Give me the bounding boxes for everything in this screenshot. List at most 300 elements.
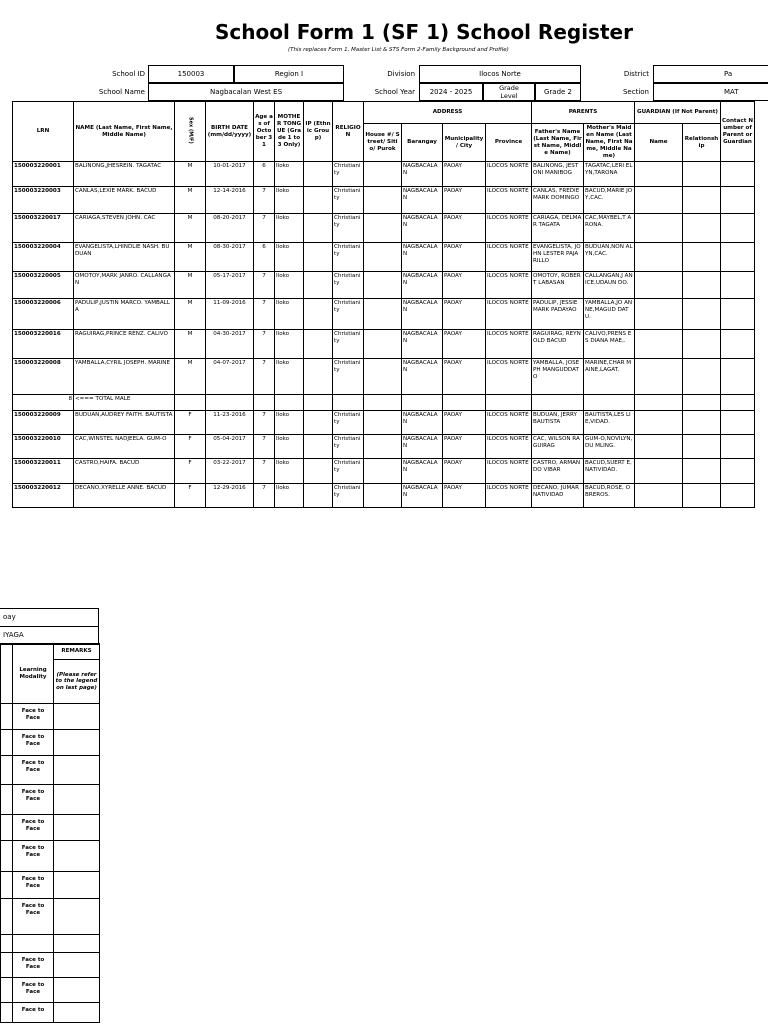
side-row <box>1 841 100 872</box>
side-field-1: oay <box>0 608 99 627</box>
province-cell: ILOCOS NORTE <box>486 411 532 435</box>
house-cell <box>364 330 402 359</box>
ip-cell <box>304 330 333 359</box>
mother-name-cell: GUM-O,NOVILYN,DU MLING. <box>584 435 635 459</box>
mother-tongue-cell: Iloko <box>275 435 304 459</box>
empty-cell <box>443 395 486 411</box>
section-label: Section <box>622 88 649 96</box>
student-row <box>13 272 755 299</box>
municipality-cell: PAOAY <box>443 243 486 272</box>
guardian-relationship-cell <box>683 330 721 359</box>
header-ip: IP (Ethnic Group) <box>304 102 333 162</box>
age-cell: 6 <box>254 243 275 272</box>
age-cell: 7 <box>254 411 275 435</box>
father-name-cell: OMOTOY, ROBERT LABASAN <box>532 272 584 299</box>
district-label: District <box>623 70 649 78</box>
religion-cell: Christianity <box>333 411 364 435</box>
side-field-2: IYAGA <box>0 626 99 645</box>
house-cell <box>364 187 402 214</box>
name-cell: CAC,WINSTEL NADJEELA. GUM-O <box>74 435 175 459</box>
birth-date-cell: 03-22-2017 <box>206 459 254 484</box>
guardian-relationship-cell <box>683 484 721 508</box>
side-row <box>1 935 100 953</box>
empty-cell <box>532 395 584 411</box>
side-table <box>0 643 100 1023</box>
learning-modality-cell: Face to Face <box>13 841 54 872</box>
header-address: ADDRESS <box>364 102 532 124</box>
contact-cell <box>721 459 755 484</box>
province-cell: ILOCOS NORTE <box>486 330 532 359</box>
mother-tongue-cell: Iloko <box>275 243 304 272</box>
province-cell: ILOCOS NORTE <box>486 459 532 484</box>
header-sex <box>175 102 206 162</box>
age-cell: 7 <box>254 484 275 508</box>
lrn-cell: 150003220017 <box>13 214 74 243</box>
birth-date-cell: 04-30-2017 <box>206 330 254 359</box>
student-row <box>13 484 755 508</box>
student-row <box>13 330 755 359</box>
header-parents: PARENTS <box>532 102 635 124</box>
sex-cell: M <box>175 299 206 330</box>
empty-cell <box>175 395 206 411</box>
side-blank-cell <box>1 872 13 899</box>
sex-cell: F <box>175 411 206 435</box>
header-father: Father's Name (Last Name, First Name, Middle Name) <box>532 124 584 162</box>
contact-cell <box>721 162 755 187</box>
guardian-relationship-cell <box>683 411 721 435</box>
name-cell: DECANO,XYRELLE ANNE. BACUD <box>74 484 175 508</box>
father-name-cell: CAC, WILSON RAGUIRAG <box>532 435 584 459</box>
learning-modality-cell: Face to Face <box>13 978 54 1003</box>
total-male-label: <=== TOTAL MALE <box>74 395 175 411</box>
municipality-cell: PAOAY <box>443 330 486 359</box>
barangay-cell: NAGBACALAN <box>402 187 443 214</box>
side-row <box>1 899 100 935</box>
age-cell: 7 <box>254 214 275 243</box>
sex-cell: M <box>175 162 206 187</box>
religion-cell: Christianity <box>333 162 364 187</box>
header-guardian: GUARDIAN (If Not Parent) <box>635 102 721 124</box>
learning-modality-cell: Face to <box>13 1003 54 1023</box>
age-cell: 7 <box>254 187 275 214</box>
remarks-cell <box>54 730 100 756</box>
sex-cell: M <box>175 214 206 243</box>
sex-cell: M <box>175 272 206 299</box>
form-title: School Form 1 (SF 1) School Register <box>215 20 633 44</box>
age-cell: 7 <box>254 435 275 459</box>
header-birth-date: BIRTH DATE (mm/dd/yyyy) <box>206 102 254 162</box>
house-cell <box>364 243 402 272</box>
father-name-cell: CANLAS, FREDIE MARK DOMINGO <box>532 187 584 214</box>
name-cell: CASTRO,HAIFA. BACUD <box>74 459 175 484</box>
province-cell: ILOCOS NORTE <box>486 243 532 272</box>
province-cell: ILOCOS NORTE <box>486 359 532 395</box>
guardian-relationship-cell <box>683 187 721 214</box>
guardian-relationship-cell <box>683 435 721 459</box>
mother-tongue-cell: Iloko <box>275 330 304 359</box>
mother-tongue-cell: Iloko <box>275 187 304 214</box>
student-row <box>13 359 755 395</box>
barangay-cell: NAGBACALAN <box>402 299 443 330</box>
student-row <box>13 435 755 459</box>
student-row <box>13 411 755 435</box>
father-name-cell: EVANGELISTA, JOHN LESTER PAJARILLO <box>532 243 584 272</box>
learning-modality-cell: Face to Face <box>13 704 54 730</box>
mother-name-cell: BAUTISTA,LES LIE,VIDAD. <box>584 411 635 435</box>
birth-date-cell: 10-01-2017 <box>206 162 254 187</box>
house-cell <box>364 459 402 484</box>
province-cell: ILOCOS NORTE <box>486 484 532 508</box>
barangay-cell: NAGBACALAN <box>402 330 443 359</box>
birth-date-cell: 11-23-2016 <box>206 411 254 435</box>
guardian-name-cell <box>635 243 683 272</box>
header-contact: Contact Number of Parent or Guardian <box>721 102 755 162</box>
father-name-cell: CARIAGA, DELMAR TAGATA <box>532 214 584 243</box>
district-value: Pa <box>653 65 768 83</box>
name-cell: CARIAGA,STEVEN JOHN. CAC <box>74 214 175 243</box>
student-row <box>13 299 755 330</box>
total-male-row <box>13 395 755 411</box>
municipality-cell: PAOAY <box>443 359 486 395</box>
ip-cell <box>304 214 333 243</box>
father-name-cell: PADULIP, JESSIE MARK PADAYAO <box>532 299 584 330</box>
contact-cell <box>721 435 755 459</box>
age-cell: 7 <box>254 299 275 330</box>
contact-cell <box>721 330 755 359</box>
student-row <box>13 214 755 243</box>
side-row <box>1 1003 100 1023</box>
guardian-name-cell <box>635 299 683 330</box>
mother-tongue-cell: Iloko <box>275 411 304 435</box>
section-value: MAT <box>653 83 768 101</box>
ip-cell <box>304 411 333 435</box>
contact-cell <box>721 484 755 508</box>
sex-cell: M <box>175 243 206 272</box>
mother-name-cell: TAGATAC,LERI ELYN,TARONA <box>584 162 635 187</box>
contact-cell <box>721 411 755 435</box>
religion-cell: Christianity <box>333 359 364 395</box>
lrn-cell: 150003220003 <box>13 187 74 214</box>
religion-cell: Christianity <box>333 484 364 508</box>
mother-tongue-cell: Iloko <box>275 459 304 484</box>
municipality-cell: PAOAY <box>443 484 486 508</box>
header-mother: Mother's Maiden Name (Last Name, First Name, Middle Name) <box>584 124 635 162</box>
guardian-name-cell <box>635 162 683 187</box>
province-cell: ILOCOS NORTE <box>486 187 532 214</box>
name-cell: YAMBALLA,CYRIL JOSEPH. MARINE <box>74 359 175 395</box>
barangay-cell: NAGBACALAN <box>402 435 443 459</box>
side-blank-cell <box>1 953 13 978</box>
guardian-name-cell <box>635 484 683 508</box>
guardian-name-cell <box>635 435 683 459</box>
age-cell: 7 <box>254 272 275 299</box>
side-blank-cell <box>1 756 13 785</box>
guardian-name-cell <box>635 330 683 359</box>
remarks-cell <box>54 935 100 953</box>
remarks-header: REMARKS <box>54 644 100 660</box>
father-name-cell: DECANO, JUMAR NATIVIDAD <box>532 484 584 508</box>
mother-name-cell: BACUD,MARIE JOY,CAC. <box>584 187 635 214</box>
mother-tongue-cell: Iloko <box>275 214 304 243</box>
remarks-cell <box>54 1003 100 1023</box>
religion-cell: Christianity <box>333 272 364 299</box>
name-cell: BALINONG,JHESREIN. TAGATAC <box>74 162 175 187</box>
lrn-cell: 150003220009 <box>13 411 74 435</box>
empty-cell <box>254 395 275 411</box>
province-cell: ILOCOS NORTE <box>486 435 532 459</box>
header-barangay: Barangay <box>402 124 443 162</box>
side-blank-cell <box>1 815 13 841</box>
header-guardian-name: Name <box>635 124 683 162</box>
name-cell: EVANGELISTA,LHINDLIE NASH. BUDUAN <box>74 243 175 272</box>
empty-cell <box>486 395 532 411</box>
religion-cell: Christianity <box>333 187 364 214</box>
grade-level-label: Grade Level <box>483 83 535 101</box>
lrn-cell: 150003220006 <box>13 299 74 330</box>
register-table <box>12 101 755 508</box>
contact-cell <box>721 214 755 243</box>
house-cell <box>364 484 402 508</box>
side-row <box>1 978 100 1003</box>
guardian-name-cell <box>635 359 683 395</box>
house-cell <box>364 411 402 435</box>
header-sex-text: Sex (M/F) <box>187 116 194 144</box>
side-row <box>1 730 100 756</box>
mother-name-cell: BACUD,ROSE, OBREROS. <box>584 484 635 508</box>
religion-cell: Christianity <box>333 214 364 243</box>
empty-cell <box>584 395 635 411</box>
guardian-name-cell <box>635 272 683 299</box>
header-lrn: LRN <box>13 102 74 162</box>
remarks-cell <box>54 785 100 815</box>
name-cell: PADULIP,JUSTIN MARCO. YAMBALLA <box>74 299 175 330</box>
birth-date-cell: 08-30-2017 <box>206 243 254 272</box>
ip-cell <box>304 187 333 214</box>
guardian-name-cell <box>635 187 683 214</box>
side-blank-cell <box>1 899 13 935</box>
lrn-cell: 150003220005 <box>13 272 74 299</box>
mother-tongue-cell: Iloko <box>275 484 304 508</box>
header-mother-tongue: MOTHER TONGUE (Grade 1 to 3 Only) <box>275 102 304 162</box>
guardian-name-cell <box>635 459 683 484</box>
region-value: Region I <box>234 65 344 83</box>
lrn-cell: 150003220016 <box>13 330 74 359</box>
guardian-name-cell <box>635 411 683 435</box>
sex-cell: F <box>175 435 206 459</box>
province-cell: ILOCOS NORTE <box>486 162 532 187</box>
name-cell: CANLAS,LEXIE MARK. BACUD <box>74 187 175 214</box>
student-row <box>13 187 755 214</box>
ip-cell <box>304 459 333 484</box>
mother-name-cell: BACUD,SUERT E,NATIVIDAD. <box>584 459 635 484</box>
ip-cell <box>304 162 333 187</box>
birth-date-cell: 04-07-2017 <box>206 359 254 395</box>
remarks-note: (Please refer to the legend on last page) <box>54 660 100 704</box>
sex-cell: F <box>175 484 206 508</box>
header-religion: RELIGION <box>333 102 364 162</box>
name-cell: BUDUAN,AUDREY FAITH. BAUTISTA <box>74 411 175 435</box>
guardian-relationship-cell <box>683 299 721 330</box>
father-name-cell: RAGUIRAG, REYNOLD BACUD <box>532 330 584 359</box>
side-row <box>1 953 100 978</box>
municipality-cell: PAOAY <box>443 459 486 484</box>
birth-date-cell: 12-29-2016 <box>206 484 254 508</box>
father-name-cell: BALINONG, JESTONI MANIBOG <box>532 162 584 187</box>
mother-name-cell: CAC,MAYBEL,T ARONA. <box>584 214 635 243</box>
remarks-cell <box>54 815 100 841</box>
mother-name-cell: CALIVO,PRENS ES DIANA MAE,. <box>584 330 635 359</box>
learning-modality-cell: Face to Face <box>13 815 54 841</box>
religion-cell: Christianity <box>333 435 364 459</box>
guardian-relationship-cell <box>683 459 721 484</box>
remarks-cell <box>54 899 100 935</box>
remarks-cell <box>54 978 100 1003</box>
house-cell <box>364 214 402 243</box>
contact-cell <box>721 187 755 214</box>
lrn-cell: 150003220010 <box>13 435 74 459</box>
school-name-value: Nagbacalan West ES <box>148 83 344 101</box>
name-cell: RAGUIRAG,PRINCE RENZ. CALIVO <box>74 330 175 359</box>
barangay-cell: NAGBACALAN <box>402 359 443 395</box>
remarks-cell <box>54 704 100 730</box>
empty-cell <box>721 395 755 411</box>
contact-cell <box>721 359 755 395</box>
school-year-value: 2024 - 2025 <box>419 83 483 101</box>
form-subtitle: (This replaces Form 1, Master List & STS Form 2-Family Background and Profile) <box>288 47 509 53</box>
learning-modality-cell: Face to Face <box>13 756 54 785</box>
side-row <box>1 785 100 815</box>
school-id-value: 150003 <box>148 65 234 83</box>
age-cell: 6 <box>254 162 275 187</box>
religion-cell: Christianity <box>333 459 364 484</box>
province-cell: ILOCOS NORTE <box>486 299 532 330</box>
ip-cell <box>304 359 333 395</box>
header-guardian-relationship: Relationship <box>683 124 721 162</box>
barangay-cell: NAGBACALAN <box>402 272 443 299</box>
birth-date-cell: 12-14-2016 <box>206 187 254 214</box>
barangay-cell: NAGBACALAN <box>402 214 443 243</box>
header-name: NAME (Last Name, First Name, Middle Name) <box>74 102 175 162</box>
header-house: House #/ Street/ Sitio/ Purok <box>364 124 402 162</box>
barangay-cell: NAGBACALAN <box>402 243 443 272</box>
side-blank-cell <box>1 704 13 730</box>
ip-cell <box>304 299 333 330</box>
student-row <box>13 243 755 272</box>
lrn-cell: 150003220008 <box>13 359 74 395</box>
ip-cell <box>304 272 333 299</box>
side-blank-cell <box>1 730 13 756</box>
mother-tongue-cell: Iloko <box>275 272 304 299</box>
division-label: Division <box>387 70 415 78</box>
municipality-cell: PAOAY <box>443 214 486 243</box>
school-year-label: School Year <box>374 88 415 96</box>
municipality-cell: PAOAY <box>443 435 486 459</box>
side-blank-cell <box>1 785 13 815</box>
mother-tongue-cell: Iloko <box>275 299 304 330</box>
religion-cell: Christianity <box>333 330 364 359</box>
remarks-cell <box>54 872 100 899</box>
house-cell <box>364 299 402 330</box>
school-id-label: School ID <box>112 70 145 78</box>
house-cell <box>364 272 402 299</box>
mother-tongue-cell: Iloko <box>275 162 304 187</box>
barangay-cell: NAGBACALAN <box>402 459 443 484</box>
empty-cell <box>333 395 364 411</box>
mother-tongue-cell: Iloko <box>275 359 304 395</box>
learning-modality-cell <box>13 935 54 953</box>
learning-modality-header: Learning Modality <box>13 644 54 704</box>
municipality-cell: PAOAY <box>443 299 486 330</box>
remarks-cell <box>54 756 100 785</box>
contact-cell <box>721 272 755 299</box>
municipality-cell: PAOAY <box>443 411 486 435</box>
empty-cell <box>275 395 304 411</box>
house-cell <box>364 162 402 187</box>
sex-cell: F <box>175 459 206 484</box>
mother-name-cell: CALLANGAN,J ANICE,UDAUN DO. <box>584 272 635 299</box>
ip-cell <box>304 243 333 272</box>
empty-cell <box>304 395 333 411</box>
barangay-cell: NAGBACALAN <box>402 411 443 435</box>
house-cell <box>364 359 402 395</box>
barangay-cell: NAGBACALAN <box>402 162 443 187</box>
side-blank-cell <box>1 1003 13 1023</box>
side-row <box>1 704 100 730</box>
mother-name-cell: YAMBALLA,JO ANNE,MAGUD DATU. <box>584 299 635 330</box>
religion-cell: Christianity <box>333 243 364 272</box>
birth-date-cell: 05-17-2017 <box>206 272 254 299</box>
municipality-cell: PAOAY <box>443 272 486 299</box>
name-cell: OMOTOY,MARK JANRO. CALLANGAN <box>74 272 175 299</box>
guardian-relationship-cell <box>683 243 721 272</box>
birth-date-cell: 11-09-2016 <box>206 299 254 330</box>
learning-modality-cell: Face to Face <box>13 872 54 899</box>
municipality-cell: PAOAY <box>443 187 486 214</box>
guardian-relationship-cell <box>683 214 721 243</box>
empty-cell <box>206 395 254 411</box>
lrn-cell: 150003220011 <box>13 459 74 484</box>
age-cell: 7 <box>254 359 275 395</box>
side-blank-cell <box>1 978 13 1003</box>
division-value: Ilocos Norte <box>419 65 581 83</box>
empty-cell <box>683 395 721 411</box>
student-row <box>13 459 755 484</box>
side-blank-cell <box>1 841 13 872</box>
lrn-cell: 150003220012 <box>13 484 74 508</box>
guardian-relationship-cell <box>683 359 721 395</box>
contact-cell <box>721 243 755 272</box>
mother-name-cell: MARINE,CHAR MAINE,LAGAT. <box>584 359 635 395</box>
birth-date-cell: 05-04-2017 <box>206 435 254 459</box>
empty-cell <box>402 395 443 411</box>
age-cell: 7 <box>254 330 275 359</box>
learning-modality-cell: Face to Face <box>13 899 54 935</box>
header-age: Age as of October 31 <box>254 102 275 162</box>
remarks-cell <box>54 953 100 978</box>
mother-name-cell: BUDUAN,NON ALYN,CAC. <box>584 243 635 272</box>
empty-cell <box>364 395 402 411</box>
father-name-cell: BUDUAN, JERRY BAUTISTA <box>532 411 584 435</box>
grade-level-value: Grade 2 <box>535 83 581 101</box>
side-row <box>1 815 100 841</box>
empty-cell <box>635 395 683 411</box>
sex-cell: M <box>175 330 206 359</box>
side-row <box>1 872 100 899</box>
house-cell <box>364 435 402 459</box>
header-province: Province <box>486 124 532 162</box>
father-name-cell: YAMBALLA, JOSEPH MANGUDDATO <box>532 359 584 395</box>
student-row <box>13 162 755 187</box>
